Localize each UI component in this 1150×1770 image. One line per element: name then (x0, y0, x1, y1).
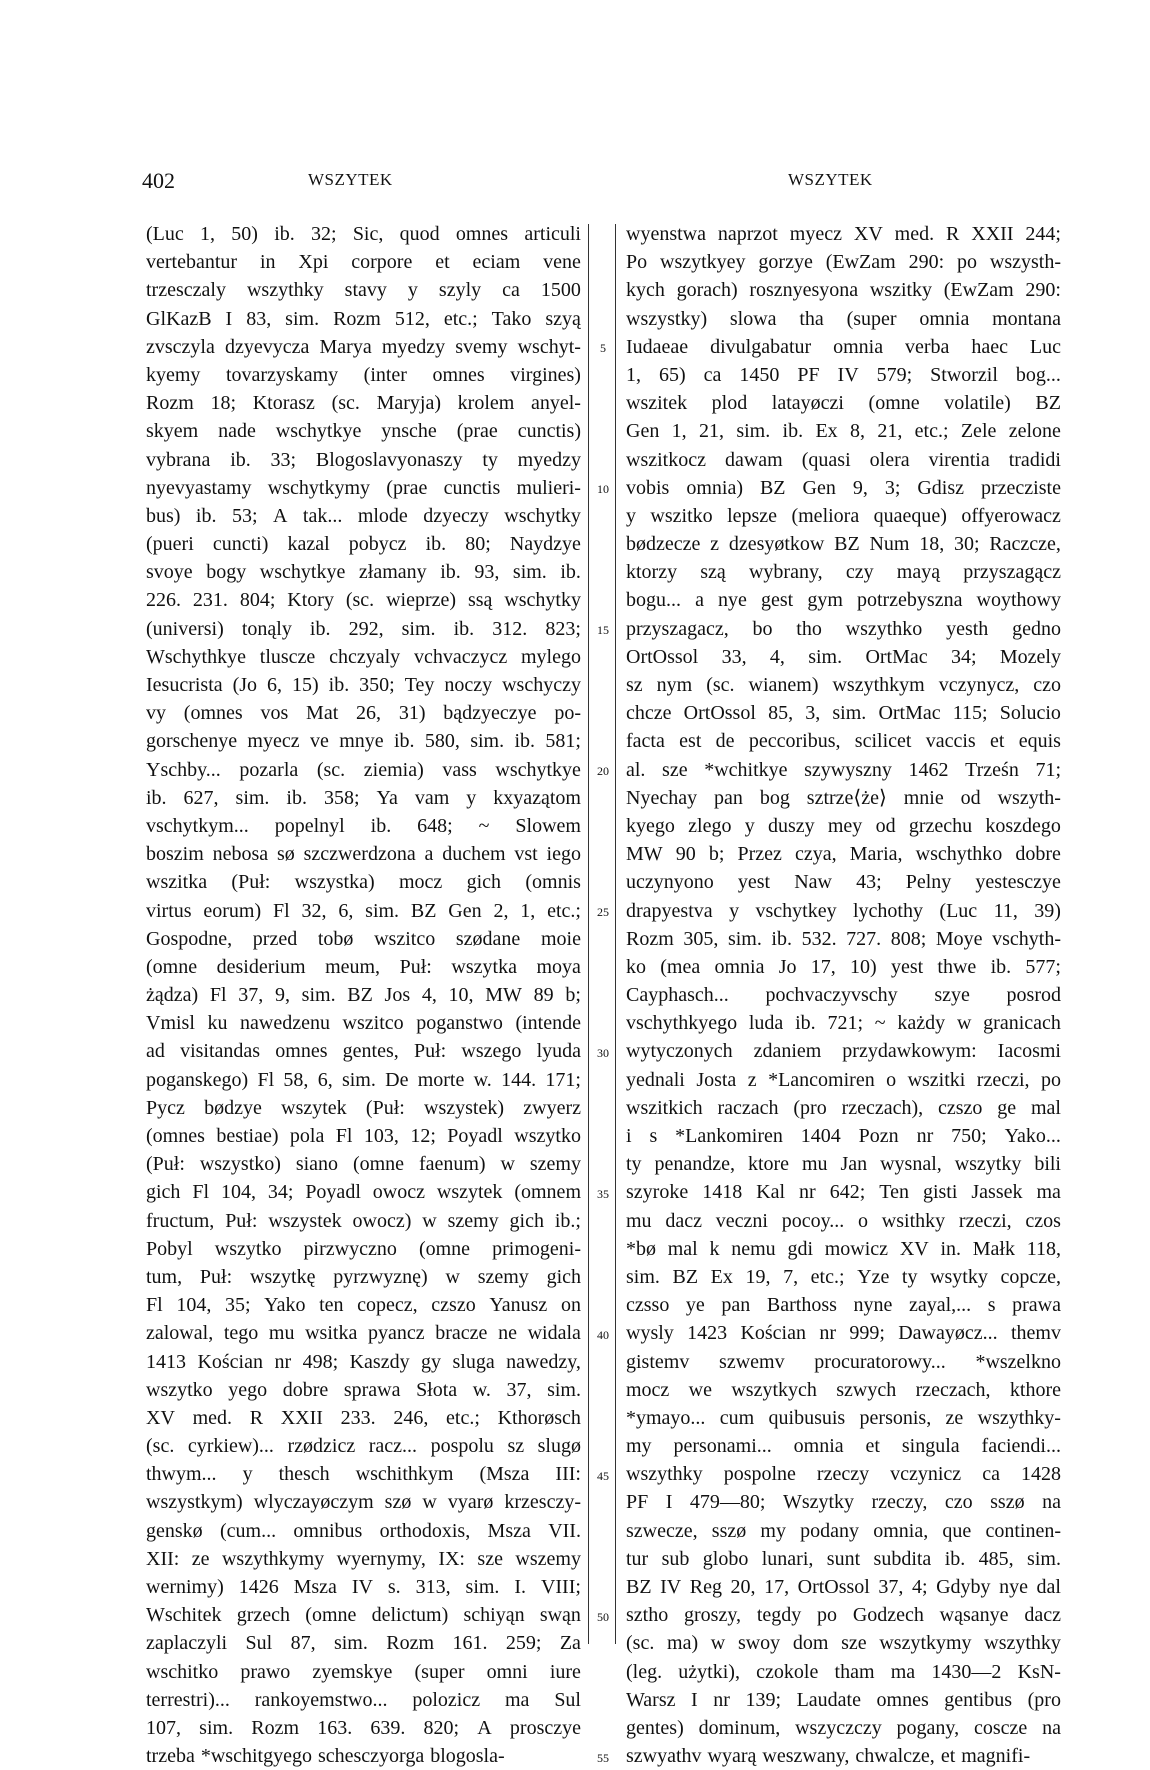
left-column-line: trzesczaly wszythky stavy y szyly ca 1500 (146, 279, 581, 302)
column-rule-right (615, 224, 616, 1644)
left-column-line: wschitko prawo zyemskye (super omni iure (146, 1660, 581, 1683)
right-column-line: ty penandze, ktore mu Jan wysnal, wszytky bili (626, 1153, 1061, 1176)
right-column-line: PF I 479—80; Wszytky rzeczy, czo sszø na (626, 1491, 1061, 1514)
running-head-right: WSZYTEK (788, 170, 873, 189)
right-column-line: sim. BZ Ex 19, 7, etc.; Yze ty wsytky copcze, (626, 1265, 1061, 1288)
left-column-line: vschytkym... popelnyl ib. 648; ~ Slowem (146, 814, 581, 837)
right-column-line: wszythky pospolne rzeczy vczynicz ca 1428 (626, 1463, 1061, 1486)
line-number: 20 (597, 763, 609, 778)
right-column-line: *bø mal k nemu gdi mowicz XV in. Małk 118, (626, 1237, 1061, 1260)
line-number: 35 (597, 1186, 609, 1201)
right-column-line: yednali Josta z *Lancomiren o wszitki rzeczi, po (626, 1068, 1061, 1091)
right-column-line: wszitkocz dawam (quasi olera virentia tradidi (626, 448, 1061, 471)
left-column-line: Gospodne, przed tobø wszitco szødane moie (146, 927, 581, 950)
left-column-line: żądza) Fl 37, 9, sim. BZ Jos 4, 10, MW 89 b; (146, 984, 581, 1007)
left-column-line: zvsczyla dzyevycza Marya myedzy svemy wschyt- (146, 335, 581, 358)
right-column-line: mocz we wszytkych szwych rzeczach, kthore (626, 1378, 1061, 1401)
right-column-line: wszitkich raczach (pro rzeczach), czszo ge mal (626, 1096, 1061, 1119)
right-column-line: mu dacz veczni pocoy... o wsithky rzeczi, czos (626, 1209, 1061, 1232)
left-column-line: (universi) tonąly ib. 292, sim. ib. 312. 823; (146, 617, 581, 640)
left-column-line: poganskego) Fl 58, 6, sim. De morte w. 144. 171; (146, 1068, 581, 1091)
left-column-line: Wschythkye tlusczе chczyaly vchvaczycz mylego (146, 645, 581, 668)
right-column-line: facta est de peccoribus, scilicet vaccis et equis (626, 730, 1061, 753)
right-column-line: tur sub globo lunari, sunt subdita ib. 485, sim. (626, 1547, 1061, 1570)
left-column-line: (pueri cuncti) kazal pobycz ib. 80; Naydzye (146, 533, 581, 556)
right-column (626, 220, 1061, 1770)
right-column-line: ktorzy szą wybrany, czy mayą przyszagącz (626, 561, 1061, 584)
line-number: 10 (597, 481, 609, 496)
left-column-line: 1413 Kościan nr 498; Kaszdy gy sluga nawedzy, (146, 1350, 581, 1373)
left-column-line: XV med. R XXII 233. 246, etc.; Kthorøsch (146, 1406, 581, 1429)
line-number: 25 (597, 904, 609, 919)
right-column-line: Cayphasch... pochvaczyvschy szye posrod (626, 984, 1061, 1007)
left-column-line: wszytko yego dobre sprawa Słota w. 37, sim. (146, 1378, 581, 1401)
left-column-line: gorschenye myecz ve mnye ib. 580, sim. ib. 581; (146, 730, 581, 753)
left-column-line: bus) ib. 53; A tak... mlode dzyeczy wschytky (146, 504, 581, 527)
right-column-line: szwecze, sszø my podany omnia, que continen- (626, 1519, 1061, 1542)
right-column-line: wszitek plod latayøczi (omne volatile) BZ (626, 392, 1061, 415)
right-column-line: wysly 1423 Kościan nr 999; Dawayøcz... themv (626, 1322, 1061, 1345)
left-column-line: vertebantur in Xpi corpore et eciam vene (146, 251, 581, 274)
right-column-line: szyroke 1418 Kal nr 642; Ten gisti Jassek ma (626, 1181, 1061, 1204)
left-column-line: vybrana ib. 33; Blogoslavyonaszy ty myedzy (146, 448, 581, 471)
left-column-line: (omnes bestiae) pola Fl 103, 12; Poyadl wszytko (146, 1125, 581, 1147)
line-number: 40 (597, 1327, 609, 1342)
right-column-line: sztho groszy, tegdy po Godzech wąsanye dacz (626, 1604, 1061, 1627)
left-column-line: gich Fl 104, 34; Poyadl owocz wszytek (omnem (146, 1181, 581, 1204)
left-column-line: vy (omnes vos Mat 26, 31) bądzyeczye po- (146, 702, 581, 725)
left-column-line: Vmisl ku nawedzenu wszitco poganstwo (intende (146, 1012, 581, 1035)
left-column-line: genskø (cum... omnibus orthodoxis, Msza VII. (146, 1519, 581, 1542)
right-column-line: czsso ye pan Barthoss nyne zayal,... s prawa (626, 1294, 1061, 1317)
right-column-line: i s *Lankomiren 1404 Pozn nr 750; Yako... (626, 1125, 1061, 1147)
right-column-line: y wszitko lepsze (meliora quaeque) offyerowacz (626, 504, 1061, 527)
right-column-line: Po wszytkyey gorzye (EwZam 290: po wszysth- (626, 251, 1061, 274)
left-column-line: (Puł: wszystko) siano (omne faenum) w szemy (146, 1153, 581, 1176)
right-column-line: Rozm 305, sim. ib. 532. 727. 808; Moye vschyth- (626, 927, 1061, 950)
left-column-line: Rozm 18; Ktorasz (sc. Maryja) krolem anyel- (146, 392, 581, 415)
line-number: 55 (597, 1750, 609, 1765)
left-column-line: nyevyastamy wschytkymy (prae cunctis mulieri- (146, 476, 581, 499)
left-column-line: Pobyl wszytko pirzwyczno (omne primogeni- (146, 1237, 581, 1260)
right-column-line: bødzecze z dzesyøtkow BZ Num 18, 30; Raczcze, (626, 533, 1061, 556)
line-number: 15 (597, 622, 609, 637)
right-column-line: Iudaeae divulgabatur omnia verba haec Luc (626, 335, 1061, 358)
left-column-line: fructum, Puł: wszystek owocz) w szemy gich ib.; (146, 1209, 581, 1232)
left-column-line: wszitka (Puł: wszystka) mocz gich (omnis (146, 871, 581, 894)
right-column-line: wytyczonych zdaniem przydawkowym: Iacosmi (626, 1040, 1061, 1063)
right-column-line: przyszagacz, bo tho wszythko yesth gedno (626, 617, 1061, 640)
left-column-line: zaplaczyli Sul 87, sim. Rozm 161. 259; Za (146, 1632, 581, 1655)
left-column-line: kyemy tovarzyskamy (inter omnes virgines) (146, 363, 581, 386)
left-column-line: (sc. cyrkiew)... rzødzicz racz... pospolu sz slugø (146, 1435, 581, 1458)
left-column-line: Fl 104, 35; Yako ten copecz, czszo Yanusz on (146, 1294, 581, 1317)
left-column-line: wszystkym) wlyczayøczym szø w vyarø krzesczy- (146, 1491, 581, 1514)
right-column-line: al. sze *wchitkye szywyszny 1462 Trześn 71; (626, 758, 1061, 781)
running-head-left: WSZYTEK (308, 170, 393, 189)
right-column-line: Warsz I nr 139; Laudate omnes gentibus (pro (626, 1688, 1061, 1711)
line-number: 5 (600, 340, 606, 355)
right-column-line: drapyestva y vschytkey lychothy (Luc 11, 39) (626, 899, 1061, 922)
left-column-line: terrestri)... rankoyemstwo... polozicz ma Sul (146, 1688, 581, 1711)
column-rule-left (588, 224, 589, 1644)
right-column-line: chcze OrtOssol 85, 3, sim. OrtMac 115; Solucio (626, 702, 1061, 725)
right-column-line: Nyechay pan bog sztrze⟨że⟩ mnie od wszyth- (626, 786, 1061, 809)
right-column-line: gentes) dominum, wszyczczy pogany, coscze na (626, 1716, 1061, 1739)
left-column-line: zalowal, tego mu wsitka pyancz bracze ne widala (146, 1322, 581, 1345)
left-column-line: Yschby... pozarla (sc. ziemia) vass wschytkye (146, 758, 581, 781)
line-number: 45 (597, 1468, 609, 1483)
right-column-line: (sc. ma) w swoy dom sze wszytkymy wszythky (626, 1632, 1061, 1655)
right-column-line: uczynyono yest Naw 43; Pelny yestesczye (626, 871, 1061, 894)
left-column-line: skyem nade wschytkye ynsche (prae cunctis) (146, 420, 581, 443)
right-column-line: vobis omnia) BZ Gen 9, 3; Gdisz przecziste (626, 476, 1061, 499)
page-number: 402 (142, 168, 175, 193)
right-column-line: gistemv szwemv procuratorowy... *wszelkno (626, 1350, 1061, 1373)
left-column-line: virtus eorum) Fl 32, 6, sim. BZ Gen 2, 1, etc.; (146, 899, 581, 922)
left-column-line: (omne desiderium meum, Puł: wszytka moya (146, 955, 581, 978)
left-column-line: Wschitek grzech (omne delictum) schiyąn swąn (146, 1604, 581, 1627)
right-column-line: bogu... a nye gest gym potrzebyszna woythowy (626, 589, 1061, 612)
right-column-line: vschythkyego luda ib. 721; ~ każdy w granicach (626, 1012, 1061, 1035)
right-column-line: my personami... omnia et singula faciendi... (626, 1435, 1061, 1458)
left-column-line: 226. 231. 804; Ktory (sc. wieprze) ssą wschytky (146, 589, 581, 612)
right-column-line: wszystky) slowa tha (super omnia montana (626, 307, 1061, 330)
right-column-line: wyenstwa naprzot myecz XV med. R XXII 244; (626, 223, 1061, 245)
left-column-line: ib. 627, sim. ib. 358; Ya vam y kxyazątom (146, 786, 581, 809)
right-column-line: OrtOssol 33, 4, sim. OrtMac 34; Mozely (626, 645, 1061, 668)
left-column-line: Iesucrista (Jo 6, 15) ib. 350; Tey noczy wschyczy (146, 674, 581, 696)
right-column-line: kyego zlego y duszy mey od grzechu koszdego (626, 814, 1061, 837)
left-column-line: XII: ze wszythkymy wyernymy, IX: sze wszemy (146, 1547, 581, 1570)
left-column (146, 220, 581, 1770)
left-column-line: boszim nebosa sø szczwerdzona a duchem vst iego (146, 843, 581, 866)
left-column-line: thwym... y thesch wschithkym (Msza III: (146, 1463, 581, 1486)
right-column-line: (leg. użytki), czokole tham ma 1430—2 KsN- (626, 1660, 1061, 1683)
left-column-line: trzeba *wschitgyego schesczyorga blogosla- (146, 1745, 505, 1768)
left-column-line: wernimy) 1426 Msza IV s. 313, sim. I. VIII; (146, 1576, 581, 1598)
line-number: 30 (597, 1045, 609, 1060)
right-column-line: kych gorach) rosznyesyona wszitky (EwZam 290: (626, 279, 1061, 302)
right-column-line: MW 90 b; Przez czya, Maria, wschythko dobre (626, 843, 1061, 866)
left-column-line: Pycz bødzye wszytek (Puł: wszystek) zwyerz (146, 1096, 581, 1119)
left-column-line: ad visitandas omnes gentes, Puł: wszego lyuda (146, 1040, 581, 1063)
line-number: 50 (597, 1609, 609, 1624)
right-column-line: szwyathv wyarą weszwany, chwalcze, et magnifi- (626, 1745, 1031, 1768)
left-column-line: 107, sim. Rozm 163. 639. 820; A prosczye (146, 1716, 581, 1739)
left-column-line: tum, Puł: wszytkę pyrzwyznę) w szemy gich (146, 1265, 581, 1288)
right-column-line: *ymayo... cum quibusuis personis, ze wszythky- (626, 1406, 1061, 1429)
right-column-line: 1, 65) ca 1450 PF IV 579; Stworzil bog... (626, 363, 1061, 386)
right-column-line: Gen 1, 21, sim. ib. Ex 8, 21, etc.; Zele zelone (626, 420, 1061, 443)
left-column-line: GlKazB I 83, sim. Rozm 512, etc.; Tako szyą (146, 307, 581, 330)
left-column-line: (Luc 1, 50) ib. 32; Sic, quod omnes articuli (146, 223, 581, 245)
right-column-line: sz nym (sc. wianem) wszythkym vczynycz, czo (626, 674, 1061, 696)
left-column-line: svoye bogy wschytkye złamany ib. 93, sim. ib. (146, 561, 581, 584)
right-column-line: ko (mea omnia Jo 17, 10) yest thwe ib. 577; (626, 955, 1061, 978)
right-column-line: BZ IV Reg 20, 17, OrtOssol 37, 4; Gdyby nye dal (626, 1576, 1061, 1598)
